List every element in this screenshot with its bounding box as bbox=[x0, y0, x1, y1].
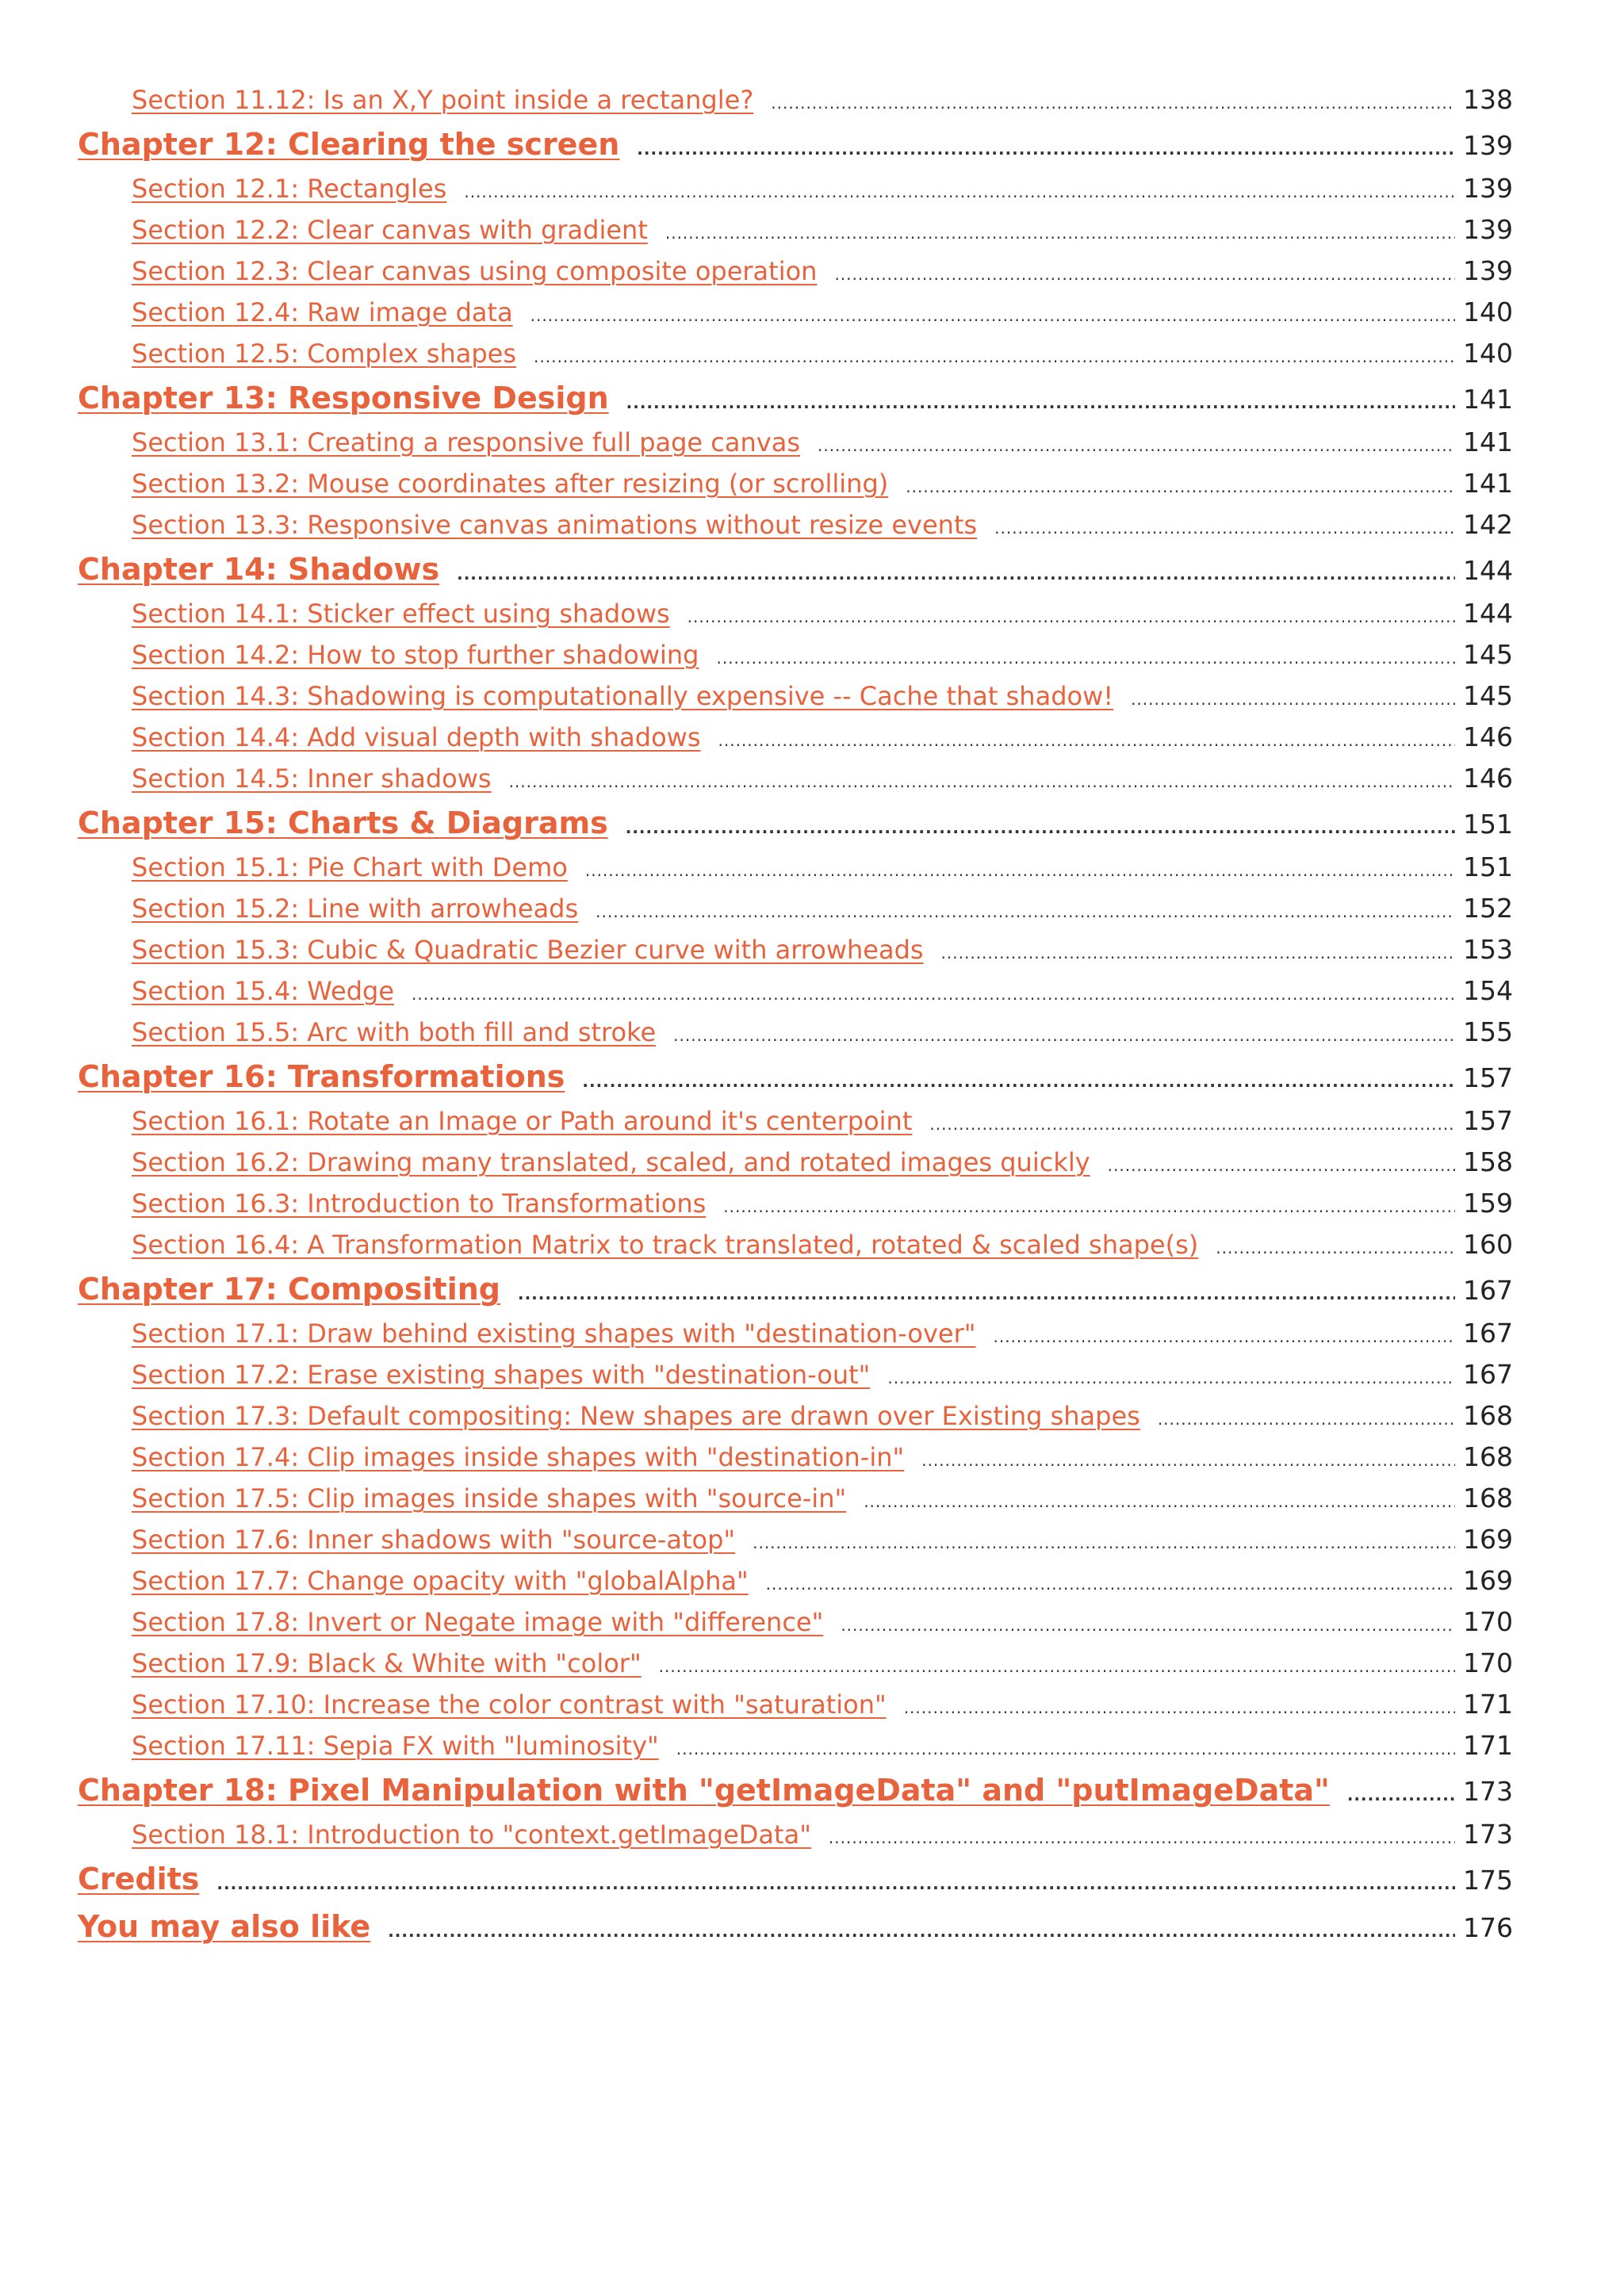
page-number: 173 bbox=[1463, 1776, 1513, 1807]
section-link[interactable]: Section 12.3: Clear canvas using composite operation bbox=[132, 256, 818, 286]
dot-leader bbox=[766, 1563, 1455, 1605]
chapter-link[interactable]: Chapter 13: Responsive Design bbox=[78, 381, 609, 415]
page-number: 160 bbox=[1463, 1229, 1513, 1260]
section-link[interactable]: Section 11.12: Is an X,Y point inside a rectangle? bbox=[132, 85, 754, 115]
page-number: 142 bbox=[1463, 509, 1513, 540]
page-number: 168 bbox=[1463, 1400, 1513, 1431]
page-number: 153 bbox=[1463, 934, 1513, 965]
dot-leader bbox=[753, 1522, 1455, 1563]
section-link[interactable]: Section 17.3: Default compositing: New shapes are drawn over Existing shapes bbox=[132, 1401, 1140, 1431]
dot-leader bbox=[530, 295, 1455, 336]
dot-leader bbox=[534, 336, 1455, 377]
section-link[interactable]: Section 16.1: Rotate an Image or Path around it's centerpoint bbox=[132, 1106, 913, 1136]
toc-section-entry bbox=[78, 717, 1513, 758]
dot-leader bbox=[906, 466, 1455, 507]
toc-chapter-entry bbox=[78, 1053, 1513, 1100]
dot-leader bbox=[659, 1646, 1455, 1687]
page-number: 139 bbox=[1463, 173, 1513, 204]
dot-leader bbox=[1158, 1399, 1455, 1440]
page-number: 168 bbox=[1463, 1483, 1513, 1513]
page-number: 151 bbox=[1463, 809, 1513, 840]
chapter-link[interactable]: Chapter 18: Pixel Manipulation with "getImageData" and "putImageData" bbox=[78, 1773, 1330, 1808]
toc-chapter-entry bbox=[78, 1265, 1513, 1313]
page-number: 176 bbox=[1463, 1912, 1513, 1943]
dot-leader bbox=[929, 1104, 1455, 1145]
section-link[interactable]: Section 12.2: Clear canvas with gradient bbox=[132, 215, 648, 245]
section-link[interactable]: Section 14.4: Add visual depth with shadows bbox=[132, 722, 701, 752]
page-number: 157 bbox=[1463, 1105, 1513, 1136]
section-link[interactable]: Section 17.7: Change opacity with "globalAlpha" bbox=[132, 1566, 749, 1596]
toc-section-entry bbox=[78, 593, 1513, 634]
page-number: 141 bbox=[1463, 384, 1513, 415]
page-number: 170 bbox=[1463, 1606, 1513, 1637]
dot-leader bbox=[1347, 1771, 1455, 1819]
page-number: 157 bbox=[1463, 1062, 1513, 1093]
chapter-link[interactable]: You may also like bbox=[78, 1909, 371, 1944]
section-link[interactable]: Section 14.2: How to stop further shadowing bbox=[132, 640, 699, 670]
page-number: 145 bbox=[1463, 639, 1513, 670]
toc-chapter-entry bbox=[78, 1855, 1513, 1903]
toc-section-entry bbox=[78, 1478, 1513, 1519]
toc-section-entry bbox=[78, 1183, 1513, 1224]
chapter-link[interactable]: Chapter 15: Charts & Diagrams bbox=[78, 806, 608, 840]
toc-section-entry bbox=[78, 1354, 1513, 1395]
section-link[interactable]: Section 17.9: Black & White with "color" bbox=[132, 1648, 642, 1678]
toc-section-entry bbox=[78, 1437, 1513, 1478]
section-link[interactable]: Section 15.5: Arc with both fill and stroke bbox=[132, 1017, 657, 1047]
toc-section-entry bbox=[78, 1560, 1513, 1601]
section-link[interactable]: Section 17.4: Clip images inside shapes with "destination-in" bbox=[132, 1442, 905, 1472]
dot-leader bbox=[637, 125, 1455, 173]
chapter-link[interactable]: Chapter 14: Shadows bbox=[78, 552, 440, 587]
toc-chapter-entry bbox=[78, 374, 1513, 422]
section-link[interactable]: Section 15.4: Wedge bbox=[132, 976, 395, 1006]
dot-leader bbox=[1108, 1145, 1455, 1186]
dot-leader bbox=[665, 212, 1455, 254]
page-number: 159 bbox=[1463, 1188, 1513, 1219]
toc-section-entry bbox=[78, 1142, 1513, 1183]
section-link[interactable]: Section 17.6: Inner shadows with "source-atop" bbox=[132, 1525, 736, 1555]
toc-section-entry bbox=[78, 422, 1513, 463]
page-number: 167 bbox=[1463, 1318, 1513, 1349]
toc-section-entry bbox=[78, 251, 1513, 292]
toc-chapter-entry bbox=[78, 545, 1513, 593]
section-link[interactable]: Section 14.1: Sticker effect using shadows bbox=[132, 599, 670, 629]
toc-section-entry bbox=[78, 888, 1513, 929]
section-link[interactable]: Section 17.2: Erase existing shapes with "destination-out" bbox=[132, 1360, 871, 1390]
toc-chapter-entry bbox=[78, 1766, 1513, 1814]
page-number: 144 bbox=[1463, 598, 1513, 629]
dot-leader bbox=[688, 596, 1455, 637]
dot-leader bbox=[676, 1728, 1455, 1770]
toc-section-entry bbox=[78, 79, 1513, 121]
toc-section-entry bbox=[78, 292, 1513, 333]
section-link[interactable]: Section 16.2: Drawing many translated, scaled, and rotated images quickly bbox=[132, 1147, 1090, 1177]
section-link[interactable]: Section 16.4: A Transformation Matrix to track translated, rotated & scaled shape(s) bbox=[132, 1230, 1199, 1260]
dot-leader bbox=[582, 1058, 1455, 1105]
dot-leader bbox=[841, 1605, 1455, 1646]
dot-leader bbox=[994, 507, 1455, 549]
dot-leader bbox=[864, 1481, 1455, 1522]
section-link[interactable]: Section 16.3: Introduction to Transformations bbox=[132, 1188, 707, 1219]
page-number: 140 bbox=[1463, 338, 1513, 369]
page-number: 144 bbox=[1463, 555, 1513, 586]
dot-leader bbox=[993, 1316, 1455, 1357]
page-number: 167 bbox=[1463, 1359, 1513, 1390]
dot-leader bbox=[771, 82, 1455, 124]
section-link[interactable]: Section 15.3: Cubic & Quadratic Bezier curve with arrowheads bbox=[132, 935, 924, 965]
section-link[interactable]: Section 17.10: Increase the color contrast with "saturation" bbox=[132, 1689, 887, 1720]
section-link[interactable]: Section 15.2: Line with arrowheads bbox=[132, 894, 579, 924]
dot-leader bbox=[941, 932, 1455, 974]
page-number: 169 bbox=[1463, 1524, 1513, 1555]
toc-section-entry bbox=[78, 1313, 1513, 1354]
dot-leader bbox=[596, 891, 1455, 932]
page-number: 138 bbox=[1463, 84, 1513, 115]
dot-leader bbox=[887, 1357, 1455, 1399]
toc-chapter-entry bbox=[78, 799, 1513, 847]
dot-leader bbox=[829, 1817, 1455, 1858]
toc-chapter-entry bbox=[78, 121, 1513, 168]
toc-section-entry bbox=[78, 463, 1513, 504]
chapter-link[interactable]: Chapter 16: Transformations bbox=[78, 1059, 565, 1094]
toc-chapter-entry bbox=[78, 1903, 1513, 1950]
toc-section-entry bbox=[78, 929, 1513, 970]
page-number: 139 bbox=[1463, 214, 1513, 245]
page-number: 151 bbox=[1463, 851, 1513, 882]
toc-section-entry bbox=[78, 1643, 1513, 1684]
page-number: 168 bbox=[1463, 1441, 1513, 1472]
chapter-link[interactable]: Chapter 12: Clearing the screen bbox=[78, 127, 620, 162]
dot-leader bbox=[723, 1186, 1455, 1227]
toc-section-entry bbox=[78, 1814, 1513, 1855]
section-link[interactable]: Section 12.1: Rectangles bbox=[132, 174, 447, 204]
toc-section-entry bbox=[78, 209, 1513, 251]
dot-leader bbox=[509, 761, 1455, 802]
dot-leader bbox=[412, 974, 1455, 1015]
dot-leader bbox=[818, 425, 1455, 466]
dot-leader bbox=[673, 1015, 1455, 1056]
page-number: 173 bbox=[1463, 1819, 1513, 1850]
toc-section-entry bbox=[78, 1725, 1513, 1766]
dot-leader bbox=[718, 720, 1455, 761]
chapter-link[interactable]: Chapter 17: Compositing bbox=[78, 1272, 500, 1307]
page-number: 141 bbox=[1463, 427, 1513, 457]
toc-section-entry bbox=[78, 1684, 1513, 1725]
dot-leader bbox=[716, 637, 1455, 679]
section-link[interactable]: Section 13.2: Mouse coordinates after resizing (or scrolling) bbox=[132, 469, 889, 499]
dot-leader bbox=[834, 254, 1455, 295]
page-number: 167 bbox=[1463, 1275, 1513, 1306]
section-link[interactable]: Section 17.11: Sepia FX with "luminosity" bbox=[132, 1731, 659, 1761]
toc-section-entry bbox=[78, 847, 1513, 888]
toc-section-entry bbox=[78, 758, 1513, 799]
page-number: 171 bbox=[1463, 1689, 1513, 1720]
dot-leader bbox=[1216, 1227, 1455, 1269]
section-link[interactable]: Section 14.3: Shadowing is computationally expensive -- Cache that shadow! bbox=[132, 681, 1114, 711]
dot-leader bbox=[388, 1908, 1455, 1955]
dot-leader bbox=[585, 850, 1455, 891]
toc-section-entry bbox=[78, 1519, 1513, 1560]
dot-leader bbox=[904, 1687, 1455, 1728]
toc-section-entry bbox=[78, 1601, 1513, 1643]
dot-leader bbox=[518, 1270, 1455, 1318]
toc-section-entry bbox=[78, 333, 1513, 374]
chapter-link[interactable]: Credits bbox=[78, 1862, 200, 1896]
section-link[interactable]: Section 12.4: Raw image data bbox=[132, 297, 513, 327]
section-link[interactable]: Section 17.5: Clip images inside shapes with "source-in" bbox=[132, 1483, 847, 1513]
section-link[interactable]: Section 13.3: Responsive canvas animations without resize events bbox=[132, 510, 978, 540]
page-number: 155 bbox=[1463, 1016, 1513, 1047]
section-link[interactable]: Section 17.8: Invert or Negate image with "difference" bbox=[132, 1607, 824, 1637]
toc-section-entry bbox=[78, 1100, 1513, 1142]
page-number: 170 bbox=[1463, 1647, 1513, 1678]
toc-section-entry bbox=[78, 1012, 1513, 1053]
section-link[interactable]: Section 15.1: Pie Chart with Demo bbox=[132, 852, 568, 882]
section-link[interactable]: Section 12.5: Complex shapes bbox=[132, 339, 517, 369]
dot-leader bbox=[464, 171, 1455, 212]
page-number: 158 bbox=[1463, 1146, 1513, 1177]
dot-leader bbox=[457, 550, 1455, 598]
section-link[interactable]: Section 13.1: Creating a responsive full page canvas bbox=[132, 427, 800, 457]
page-number: 146 bbox=[1463, 763, 1513, 794]
page-number: 175 bbox=[1463, 1865, 1513, 1896]
toc-section-entry bbox=[78, 634, 1513, 675]
toc-section-entry bbox=[78, 168, 1513, 209]
page-number: 146 bbox=[1463, 721, 1513, 752]
page-number: 154 bbox=[1463, 975, 1513, 1006]
page-number: 152 bbox=[1463, 893, 1513, 924]
toc-section-entry bbox=[78, 1395, 1513, 1437]
dot-leader bbox=[921, 1440, 1455, 1481]
page-number: 171 bbox=[1463, 1730, 1513, 1761]
toc-section-entry bbox=[78, 1224, 1513, 1265]
page-number: 139 bbox=[1463, 255, 1513, 286]
section-link[interactable]: Section 14.5: Inner shadows bbox=[132, 763, 492, 794]
dot-leader bbox=[216, 1860, 1455, 1908]
dot-leader bbox=[626, 379, 1455, 427]
section-link[interactable]: Section 18.1: Introduction to "context.getImageData" bbox=[132, 1820, 811, 1850]
page-number: 169 bbox=[1463, 1565, 1513, 1596]
page-number: 145 bbox=[1463, 680, 1513, 711]
dot-leader bbox=[1131, 679, 1455, 720]
section-link[interactable]: Section 17.1: Draw behind existing shapes with "destination-over" bbox=[132, 1318, 976, 1349]
page-number: 140 bbox=[1463, 297, 1513, 327]
page-number: 141 bbox=[1463, 468, 1513, 499]
page-number: 139 bbox=[1463, 130, 1513, 161]
toc-section-entry bbox=[78, 504, 1513, 545]
table-of-contents bbox=[78, 79, 1513, 1950]
toc-section-entry bbox=[78, 970, 1513, 1012]
dot-leader bbox=[626, 804, 1455, 851]
toc-section-entry bbox=[78, 675, 1513, 717]
